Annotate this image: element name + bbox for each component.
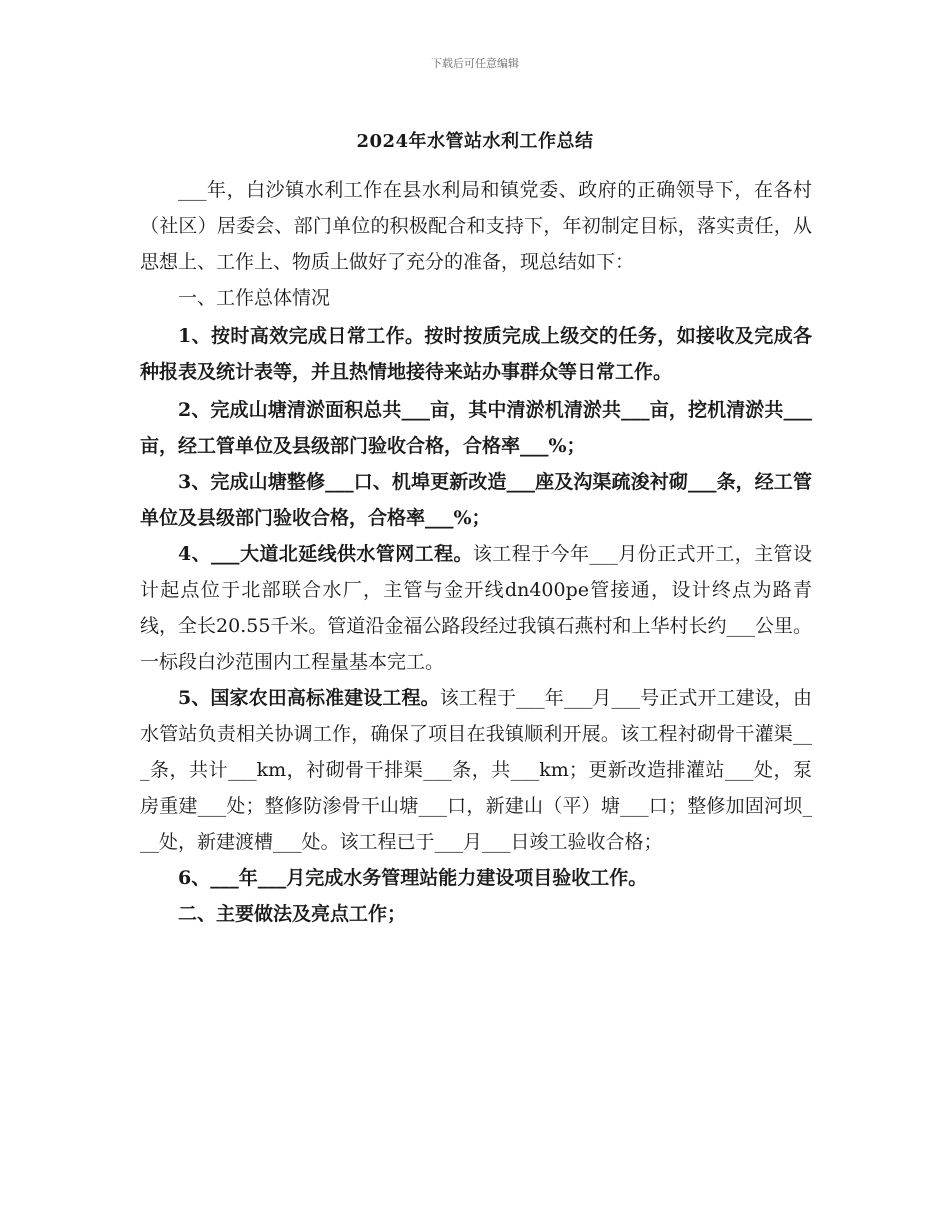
intro-paragraph: ___年，白沙镇水利工作在县水利局和镇党委、政府的正确领导下，在各村（社区）居委会、部门单位的积极配合和支持下，年初制定目标，落实责任，从思想上、工作上、物质上做好了充分的准备，现总结如下：: [140, 179, 812, 273]
item-5-paragraph: [140, 680, 812, 860]
header-note: 下载后可任意编辑: [431, 57, 519, 70]
item-4-lead: 4、___大道北延线供水管网工程。: [178, 543, 473, 565]
item-5-text: 该工程于___年___月___号正式开工建设，由水管站负责相关协调工作，确保了项目在我镇顺利开展。该工程衬砌骨干灌渠___条，共计___km，衬砌骨干排渠___条，共___km；更新改造排灌站___处，泵房重建___处；整修防渗骨干山塘___口，新建山（平）塘___口；整修加固河坝___处，新建渡槽___处。该工程已于___月___日竣工验收合格；: [140, 687, 812, 853]
item-4-text: 该工程于今年___月份正式开工，主管设计起点位于北部联合水厂，主管与金开线dn400pe管接通，设计终点为路青线，全长20.55千米。管道沿金福公路段经过我镇石燕村和上华村长约___公里。一标段白沙范围内工程量基本完工。: [140, 543, 812, 673]
item-3-paragraph: 3、完成山塘整修___口、机埠更新改造___座及沟渠疏浚衬砌___条，经工管单位及县级部门验收合格，合格率___%；: [140, 471, 812, 529]
section-heading-overall: 一、工作总体情况: [178, 287, 331, 309]
document-title: 2024年水管站水利工作总结: [356, 131, 594, 152]
section-heading-practices: 二、主要做法及亮点工作；: [178, 903, 407, 925]
item-2-paragraph: 2、完成山塘清淤面积总共___亩，其中清淤机清淤共___亩，挖机清淤共___亩，经工管单位及县级部门验收合格，合格率___%；: [140, 399, 812, 457]
item-1-paragraph: 1、按时高效完成日常工作。按时按质完成上级交的任务，如接收及完成各种报表及统计表等，并且热情地接待来站办事群众等日常工作。: [140, 325, 812, 383]
document-body: [140, 172, 812, 932]
item-4-paragraph: [140, 536, 812, 680]
item-5-lead: 5、国家农田高标准建设工程。: [178, 687, 440, 709]
item-6-paragraph: 6、___年___月完成水务管理站能力建设项目验收工作。: [178, 867, 648, 889]
